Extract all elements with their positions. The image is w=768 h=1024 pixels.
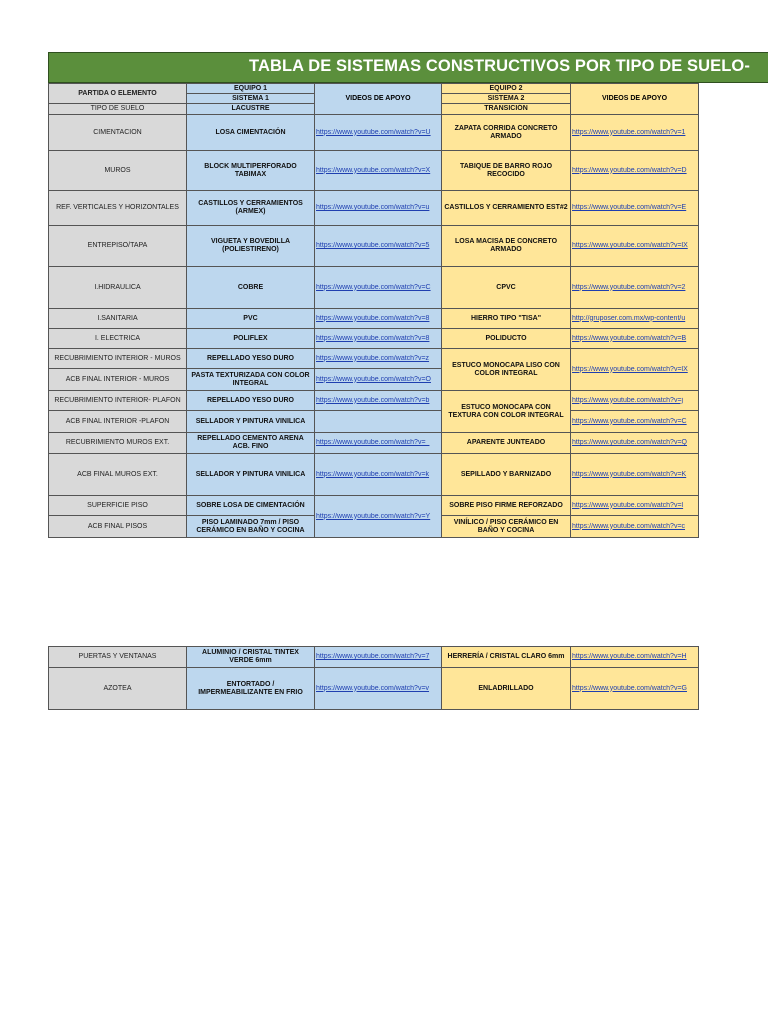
system2-cell: SOBRE PISO FIRME REFORZADO xyxy=(442,496,571,516)
video-link-2[interactable]: http://gruposer.com.mx/wp-content/u xyxy=(571,309,699,329)
element-label: AZOTEA xyxy=(49,668,187,710)
system2-cell: CPVC xyxy=(442,267,571,309)
header-tipo-suelo: TIPO DE SUELO xyxy=(49,104,187,115)
table-row xyxy=(49,647,699,668)
system2-cell: ESTUCO MONOCAPA LISO CON COLOR INTEGRAL xyxy=(442,349,571,391)
video-link-2[interactable]: https://www.youtube.com/watch?v=2 xyxy=(571,267,699,309)
element-label: I.SANITARIA xyxy=(49,309,187,329)
video-link-1[interactable]: https://www.youtube.com/watch?v=8 xyxy=(315,329,442,349)
element-label: ACB FINAL INTERIOR - MUROS xyxy=(49,369,187,391)
element-label: RECUBRIMIENTO INTERIOR - MUROS xyxy=(49,349,187,369)
element-label: I. ELECTRICA xyxy=(49,329,187,349)
video-link-2[interactable]: https://www.youtube.com/watch?v=G xyxy=(571,668,699,710)
system2-cell: CASTILLOS Y CERRAMIENTO EST#2 xyxy=(442,191,571,226)
element-label: ENTREPISO/TAPA xyxy=(49,226,187,267)
system1-cell: BLOCK MULTIPERFORADO TABIMAX xyxy=(187,151,315,191)
system1-cell: SOBRE LOSA DE CIMENTACIÓN xyxy=(187,496,315,516)
system1-cell: REPELLADO YESO DURO xyxy=(187,349,315,369)
video-link-1[interactable]: https://www.youtube.com/watch?v=u xyxy=(315,191,442,226)
table-row xyxy=(49,309,699,329)
system2-cell: TABIQUE DE BARRO ROJO RECOCIDO xyxy=(442,151,571,191)
element-label: MUROS xyxy=(49,151,187,191)
video-link-2[interactable]: https://www.youtube.com/watch?v=K xyxy=(571,454,699,496)
system2-cell: ENLADRILLADO xyxy=(442,668,571,710)
video-link-1[interactable]: https://www.youtube.com/watch?v=z xyxy=(315,349,442,369)
element-label: REF. VERTICALES Y HORIZONTALES xyxy=(49,191,187,226)
system1-cell: SELLADOR Y PINTURA VINILICA xyxy=(187,454,315,496)
video-link-1[interactable]: https://www.youtube.com/watch?v=k xyxy=(315,454,442,496)
element-label: SUPERFICIE PISO xyxy=(49,496,187,516)
video-link-1[interactable]: https://www.youtube.com/watch?v=_ xyxy=(315,433,442,454)
system1-cell: VIGUETA Y BOVEDILLA (POLIESTIRENO) xyxy=(187,226,315,267)
system2-cell: POLIDUCTO xyxy=(442,329,571,349)
system1-cell: REPELLADO YESO DURO xyxy=(187,391,315,411)
table-row xyxy=(49,454,699,496)
video-link-1-empty xyxy=(315,411,442,433)
video-link-1[interactable]: https://www.youtube.com/watch?v=U xyxy=(315,115,442,151)
element-label: ACB FINAL PISOS xyxy=(49,516,187,538)
video-link-2[interactable]: https://www.youtube.com/watch?v=D xyxy=(571,151,699,191)
table-row xyxy=(49,191,699,226)
header-sistema2: SISTEMA 2 xyxy=(442,94,571,104)
system2-cell: ESTUCO MONOCAPA CON TEXTURA CON COLOR INTEGRAL xyxy=(442,391,571,433)
table-row xyxy=(49,668,699,710)
video-link-2[interactable]: https://www.youtube.com/watch?v=lX xyxy=(571,349,699,391)
video-link-1[interactable]: https://www.youtube.com/watch?v=C xyxy=(315,267,442,309)
header-sistema1: SISTEMA 1 xyxy=(187,94,315,104)
header-equipo2: EQUIPO 2 xyxy=(442,84,571,94)
system2-cell: LOSA MACISA DE CONCRETO ARMADO xyxy=(442,226,571,267)
element-label: ACB FINAL INTERIOR -PLAFON xyxy=(49,411,187,433)
header-videos-1: VIDEOS DE APOYO xyxy=(315,84,442,115)
suelo-lacustre: LACUSTRE xyxy=(187,104,315,115)
table-row xyxy=(49,267,699,309)
header-row-equipo xyxy=(49,84,699,94)
element-label: CIMENTACION xyxy=(49,115,187,151)
header-equipo1: EQUIPO 1 xyxy=(187,84,315,94)
video-link-2[interactable]: https://www.youtube.com/watch?v=c xyxy=(571,516,699,538)
table-row xyxy=(49,496,699,516)
video-link-1[interactable]: https://www.youtube.com/watch?v=X xyxy=(315,151,442,191)
system1-cell: REPELLADO CEMENTO ARENA ACB. FINO xyxy=(187,433,315,454)
video-link-1[interactable]: https://www.youtube.com/watch?v=8 xyxy=(315,309,442,329)
system1-cell: PISO LAMINADO 7mm / PISO CERÁMICO EN BAÑO Y COCINA xyxy=(187,516,315,538)
table-row xyxy=(49,151,699,191)
system2-cell: APARENTE JUNTEADO xyxy=(442,433,571,454)
system1-cell: POLIFLEX xyxy=(187,329,315,349)
system1-cell: COBRE xyxy=(187,267,315,309)
video-link-1[interactable]: https://www.youtube.com/watch?v=Y xyxy=(315,496,442,538)
system1-cell: LOSA CIMENTACIÓN xyxy=(187,115,315,151)
video-link-2[interactable]: https://www.youtube.com/watch?v=H xyxy=(571,647,699,668)
video-link-2[interactable]: https://www.youtube.com/watch?v=Q xyxy=(571,433,699,454)
video-link-1[interactable]: https://www.youtube.com/watch?v=b xyxy=(315,391,442,411)
element-label: I.HIDRAULICA xyxy=(49,267,187,309)
element-label: RECUBRIMIENTO INTERIOR- PLAFON xyxy=(49,391,187,411)
suelo-transicion: TRANSICIÓN xyxy=(442,104,571,115)
table-row xyxy=(49,433,699,454)
system2-cell: ZAPATA CORRIDA CONCRETO ARMADO xyxy=(442,115,571,151)
video-link-2[interactable]: https://www.youtube.com/watch?v=lX xyxy=(571,226,699,267)
table-row xyxy=(49,349,699,369)
video-link-2[interactable]: https://www.youtube.com/watch?v=l xyxy=(571,496,699,516)
construction-systems-table-2 xyxy=(48,646,699,710)
element-label: PUERTAS Y VENTANAS xyxy=(49,647,187,668)
system2-cell: VINÍLICO / PISO CERÁMICO EN BAÑO Y COCINA xyxy=(442,516,571,538)
video-link-2[interactable]: https://www.youtube.com/watch?v=1 xyxy=(571,115,699,151)
system1-cell: PVC xyxy=(187,309,315,329)
system1-cell: PASTA TEXTURIZADA CON COLOR INTEGRAL xyxy=(187,369,315,391)
video-link-1[interactable]: https://www.youtube.com/watch?v=v xyxy=(315,668,442,710)
video-link-2[interactable]: https://www.youtube.com/watch?v=C xyxy=(571,411,699,433)
video-link-2[interactable]: https://www.youtube.com/watch?v=j xyxy=(571,391,699,411)
system2-cell: SEPILLADO Y BARNIZADO xyxy=(442,454,571,496)
header-partida: PARTIDA O ELEMENTO xyxy=(49,84,187,104)
system1-cell: SELLADOR Y PINTURA VINILICA xyxy=(187,411,315,433)
title-bar xyxy=(48,52,768,83)
element-label: RECUBRIMIENTO MUROS EXT. xyxy=(49,433,187,454)
table-row xyxy=(49,329,699,349)
table-row xyxy=(49,115,699,151)
table-row xyxy=(49,391,699,411)
system2-cell: HIERRO TIPO "TISA" xyxy=(442,309,571,329)
system1-cell: ALUMINIO / CRISTAL TINTEX VERDE 6mm xyxy=(187,647,315,668)
table-title: TABLA DE SISTEMAS CONSTRUCTIVOS POR TIPO DE SUELO- xyxy=(249,57,750,75)
video-link-2[interactable]: https://www.youtube.com/watch?v=E xyxy=(571,191,699,226)
video-link-1[interactable]: https://www.youtube.com/watch?v=O xyxy=(315,369,442,391)
video-link-1[interactable]: https://www.youtube.com/watch?v=5 xyxy=(315,226,442,267)
system1-cell: ENTORTADO / IMPERMEABILIZANTE EN FRIO xyxy=(187,668,315,710)
element-label: ACB FINAL MUROS EXT. xyxy=(49,454,187,496)
header-videos-2: VIDEOS DE APOYO xyxy=(571,84,699,115)
construction-systems-table xyxy=(48,83,699,538)
video-link-1[interactable]: https://www.youtube.com/watch?v=7 xyxy=(315,647,442,668)
system1-cell: CASTILLOS Y CERRAMIENTOS (ARMEX) xyxy=(187,191,315,226)
table-row xyxy=(49,411,699,433)
system2-cell: HERRERÍA / CRISTAL CLARO 6mm xyxy=(442,647,571,668)
table-row xyxy=(49,226,699,267)
video-link-2[interactable]: https://www.youtube.com/watch?v=B xyxy=(571,329,699,349)
